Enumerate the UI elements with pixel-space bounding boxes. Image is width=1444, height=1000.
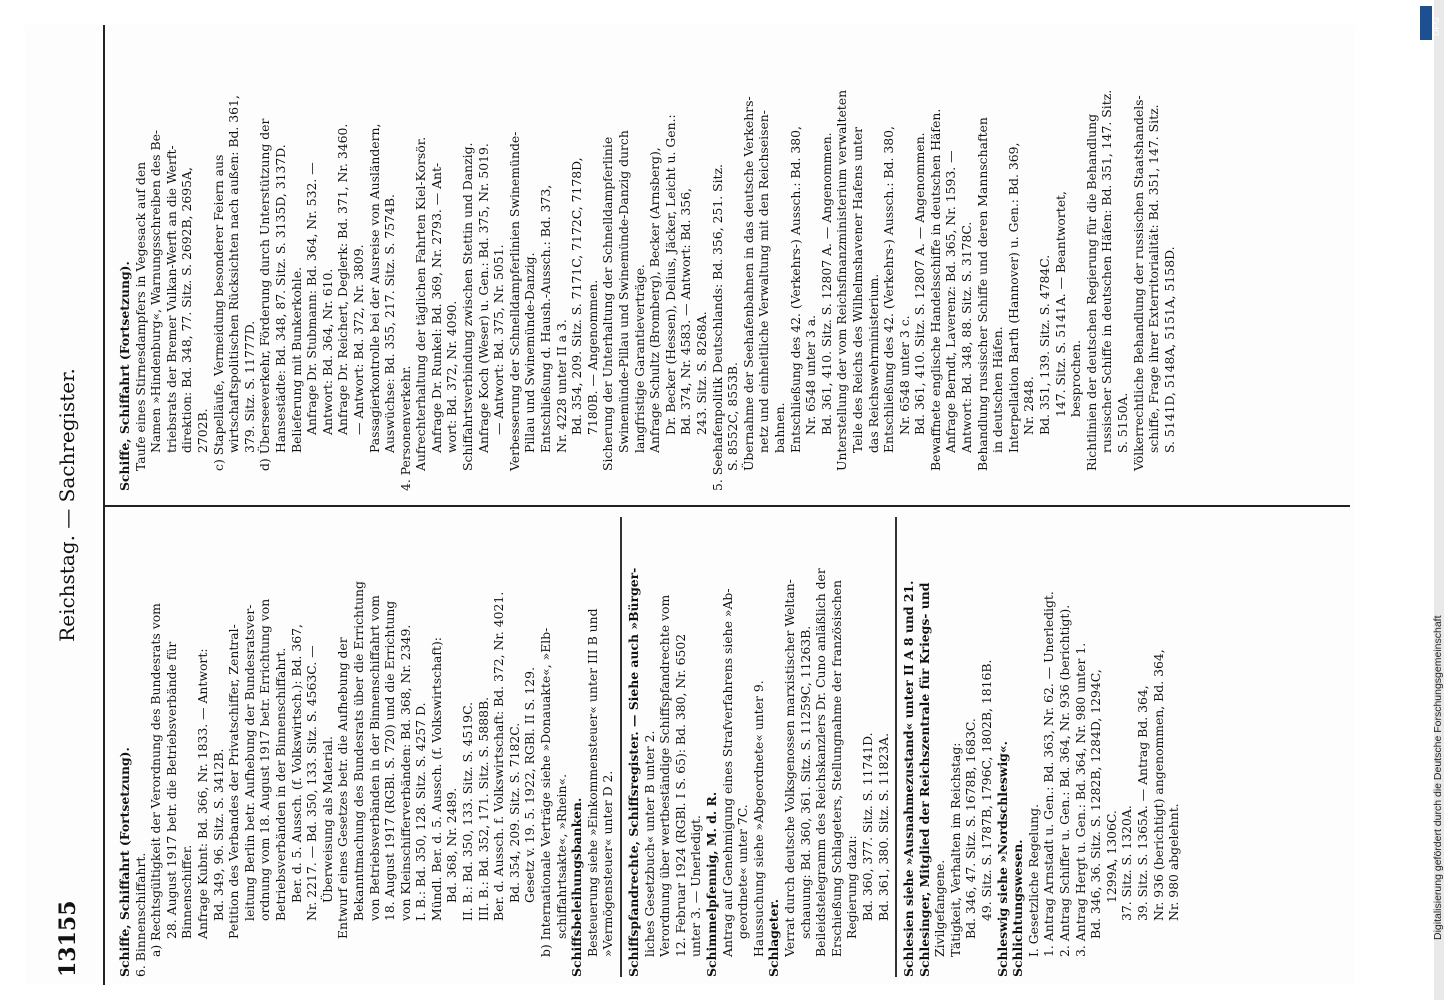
entry-line: Völkerrechtliche Behandlung der russischen Staatshandels- <box>1130 95 1146 471</box>
entry-line: Bd. 354, 209. Sitz. S. 7171C, 7172C, 7178D, <box>569 157 585 435</box>
entry-line: 4. Personenverkehr. <box>397 365 413 491</box>
entry-line: Anfrage Kubnt: Bd. 366, Nr. 1833. — Antwort: <box>194 648 210 939</box>
entry-line: S. 5141D, 5148A, 5151A, 5158D. <box>1161 246 1177 453</box>
entry-line: direktion: Bd. 348, 77. Sitz. S. 2692B, 2695A, <box>179 167 195 453</box>
entry-line: b) Internationale Verträge siehe »Donauakte«, »Elb- <box>538 627 554 957</box>
entry-line: Nr. 980 abgelehnt. <box>1166 803 1182 921</box>
entry-line: russischer Schiffe in deutschen Häfen: Bd. 351, 147. Sitz. <box>1099 89 1115 453</box>
entry-line: Anfrage Dr. Reichert, Deglerk: Bd. 371, Nr. 3460. <box>335 123 351 435</box>
entry-line: Antwort: Bd. 364, Nr. 610. <box>319 268 335 435</box>
entry-line: Verordnung über wertbeständige Schiffspfandrechte vom <box>657 594 673 957</box>
entry-line: Entwurf eines Gesetzes betr. die Aufhebung der <box>335 637 351 939</box>
entry-heading: Schiffsbeleihungsbanken. <box>569 797 585 977</box>
entry-line: Anfrage Dr. Runkel: Bd. 369, Nr. 2793. — Ant- <box>428 162 444 453</box>
dfg-badge-text: DFG <box>1431 17 1441 36</box>
entry-heading: Schiffspfandrechte, Schiffsregister. — Siehe auch »Bürger- <box>626 567 641 977</box>
entry-line: a) Rechtsgültigkeit der Verordnung des Bundesrats vom <box>148 603 164 957</box>
entry-line: II. B.: Bd. 350, 133. Sitz. S. 4519C. <box>460 701 476 921</box>
entry-heading: Schiffe, Schiffahrt (Fortsetzung). <box>117 747 132 977</box>
entry-line: Bd. 346, 36. Sitz. S. 1282B, 1284D, 1294C, <box>1088 669 1104 939</box>
entry-line: 12. Februar 1924 (RGBl. I S. 65): Bd. 380, Nr. 6502 <box>672 633 688 957</box>
credit-text: Digitalisierung gefördert durch die Deutsche Forschungsgemeinschaft <box>1432 615 1444 940</box>
section-rule <box>620 517 622 977</box>
entry-line: von Kleinschifferverbänden: Bd. 368, Nr. 2349. <box>397 624 413 921</box>
entry-line: 1299A, 1306C. <box>1103 810 1119 903</box>
entry-line: Bd. 368, Nr. 2489. <box>444 787 460 903</box>
entry-line: 243. Sitz. S. 8268A. <box>693 311 709 435</box>
entry-line: von Betriebsverbänden in der Binnenschiffahrt vom <box>366 595 382 921</box>
entry-line: 28. August 1917 betr. die Betriebsverbände für <box>163 641 179 939</box>
entry-heading: Schlageter. <box>766 898 782 977</box>
entry-line: — Antwort: Bd. 375, Nr. 5051. <box>491 244 507 435</box>
entry-line: »Vermögensteuer« unter D 2. <box>600 770 616 957</box>
entry-line: Nr. 4228 unter II a 3. <box>553 319 569 453</box>
entry-line: c) Stapelläufe, Vermeidung besonderer Feiern aus <box>210 154 226 471</box>
entry-line: 18. August 1917 (RGBl. S. 720) und die Errichtung <box>382 600 398 921</box>
entry-line: wirtschaftspolitischen Rücksichten nach außen: Bd. 361, <box>226 95 242 453</box>
left-column <box>117 517 1182 977</box>
entry-heading: Schiffe, Schiffahrt (Fortsetzung). <box>117 261 132 491</box>
entry-line: Zivilgefangene. <box>932 859 948 957</box>
entry-line: Bd. 374, Nr. 4583. — Antwort: Bd. 356, <box>678 188 694 435</box>
entry-line: — Antwort: Bd. 372, Nr. 3809. <box>350 244 366 435</box>
entry-line: 147. Sitz. S. 5141A. — Beantwortet, <box>1052 191 1068 417</box>
entry-line: 7180B. — Angenommen. <box>584 279 600 435</box>
entry-line: Belieferung mit Bunkerkohle. <box>288 266 304 453</box>
entry-line: Bd. 361, 410. Sitz. S. 12807 A. — Angenommen. <box>912 132 928 435</box>
running-title: Reichstag. — Sachregister. <box>55 368 79 642</box>
entry-line: Bd. 361, 410. Sitz. S. 12807 A. — Angenommen. <box>818 132 834 435</box>
entry-line: 39. Sitz. S. 1365A. — Antrag Bd. 364, <box>1135 685 1150 921</box>
right-column <box>117 31 1177 491</box>
entry-line: Bewaffnete englische Handelsschiffe in deutschen Häfen. <box>927 108 943 471</box>
entry-line: Verrat durch deutsche Volksgenossen marxistischer Weltan- <box>781 579 797 957</box>
entry-line: Entschließung d. Haush.-Aussch.: Bd. 373, <box>538 184 554 453</box>
entry-line: 3. Antrag Hergt u. Gen.: Bd. 364, Nr. 980 unter 1. <box>1072 642 1088 957</box>
entry-line: in deutschen Häfen. <box>990 326 1006 453</box>
entry-line: Mündl. Ber. d. 5. Aussch. (f. Volkswirtschaft): <box>428 637 444 921</box>
digitization-credit <box>1419 60 1444 940</box>
column-divider <box>105 505 1350 507</box>
entry-line: S. 8552C, 8553B. <box>725 362 741 471</box>
entry-line: Bd. 360, 377. Sitz. S. 11741D. <box>859 732 875 921</box>
section-rule <box>895 517 897 977</box>
entry-line: Überweisung als Material. <box>319 736 335 903</box>
entry-heading: Schlesien siehe »Ausnahmezustand« unter II A 8 und 21. <box>901 580 917 977</box>
entry-line: 2702B. <box>194 408 210 453</box>
entry-line: besprochen. <box>1068 339 1084 417</box>
entry-line: Antrag auf Genehmigung eines Strafverfahrens siehe »Ab- <box>719 588 735 957</box>
entry-line: Teile des Reichs des Wilhelmshavener Hafens unter <box>849 126 865 453</box>
entry-line: Bekanntmachung des Bundesrats über die Errichtung <box>350 581 366 921</box>
entry-line: Erschießung Schlageters, Stellungnahme der französischen <box>828 579 844 957</box>
entry-line: Sicherung der Unterhaltung der Schnelldampferlinie <box>600 136 616 471</box>
entry-line: 6. Binnenschiffahrt. <box>132 852 148 977</box>
entry-line: Regierung dazu: <box>844 835 860 939</box>
entry-line: ordnung vom 18. August 1917 betr. Errichtung von <box>257 598 273 921</box>
entry-heading: Schimmelpfennig, M. d. R. <box>703 791 719 977</box>
entry-line: Passagierkontrolle bei der Ausreise von Ausländern, <box>366 123 382 453</box>
entry-line: Anfrage Dr. Stubmann: Bd. 364, Nr. 532. — <box>304 162 320 435</box>
entry-line: Aufrechterhaltung der täglichen Fahrten Kiel-Korsör. <box>413 136 429 471</box>
entry-line: Bd. 351, 139. Sitz. S. 4784C. <box>1037 254 1053 435</box>
entry-line: liches Gesetzbuch« unter B unter 2. <box>641 730 657 957</box>
entry-line: netz und einheitliche Verwaltung mit den Reichseisen- <box>756 110 772 453</box>
dfg-logo <box>1420 6 1441 40</box>
entry-line: Betriebsverbänden in der Binnenschiffahrt. <box>272 647 288 921</box>
entry-line: Petition des Verbandes der Privatschiffer, Zentral- <box>226 624 242 939</box>
entry-line: schauung: Bd. 360, 361. Sitz. S. 11259C, 11263B. <box>797 625 813 939</box>
entry-line: Antwort: Bd. 348, 88. Sitz. S. 3178C. <box>959 221 975 453</box>
entry-line: Ber. d. Aussch. f. Volkswirtschaft: Bd. 372, Nr. 4021. <box>491 591 507 921</box>
entry-line: Behandlung russischer Schiffe und deren Mannschaften <box>974 117 990 471</box>
entry-line: d) Überseeverkehr, Förderung durch Unterstützung der <box>257 118 273 471</box>
entry-line: Hansestädte: Bd. 348, 87. Sitz. S. 3135D, 3137D. <box>272 144 288 453</box>
entry-line: Entschließung des 42. (Verkehrs-) Aussch.: Bd. 380, <box>787 126 803 453</box>
entry-line: Nr. 6548 unter 3 a. <box>803 314 819 435</box>
entry-line: Bd. 346, 47. Sitz. S. 1678B, 1683C. <box>963 718 979 939</box>
entry-line: Schiffahrtsverbindung zwischen Stettin und Danzig. <box>460 142 476 471</box>
entry-line: Beileidstelegramm des Reichskanzlers Dr. Cuno anläßlich der <box>813 568 829 957</box>
entry-line: wort: Bd. 372, Nr. 4090. <box>444 300 460 453</box>
entry-line: 1. Antrag Arnstadt u. Gen.: Bd. 363, Nr. 62. — Unerledigt. <box>1041 591 1057 957</box>
entry-heading: Schlesinger, Mitglied der Reichszentrale für Kriegs- und <box>916 582 932 977</box>
entry-line: Nr. 2848. <box>1021 376 1037 435</box>
entry-line: Bd. 354, 209. Sitz. S. 7182C. <box>506 722 522 903</box>
entry-line: geordnete« unter 7C. <box>735 804 751 939</box>
entry-line: leitung Berlin betr. Aufhebung der Bundesratsver- <box>241 604 257 921</box>
entry-heading: Schleswig siehe »Nordschleswig«. <box>994 741 1010 977</box>
page-number: 13155 <box>55 900 81 977</box>
entry-line: S. 5150A. <box>1115 392 1130 453</box>
entry-line: Anfrage Schultz (Bromberg), Becker (Arnsberg), <box>647 147 663 453</box>
entry-line: Anfrage Berndt, Laverenz: Bd. 365, Nr. 1593. — <box>943 150 959 453</box>
entry-line: Anfrage Koch (Weser) u. Gen.: Bd. 375, Nr. 5019. <box>475 143 491 453</box>
entry-line: I. Gesetzliche Regelung. <box>1025 803 1041 957</box>
entry-line: 379. Sitz. S. 11777D. <box>241 320 257 453</box>
entry-line: das Reichswehrministerium. <box>865 273 881 453</box>
entry-line: Pillau und Swinemünde-Danzig. <box>522 252 538 453</box>
entry-line: Swinemünde-Pillau und Swinemünde-Danzig durch <box>616 130 631 453</box>
entry-line: Bd. 361, 380. Sitz. S. 11823A. <box>875 732 891 921</box>
entry-line: bahnen. <box>771 402 787 453</box>
entry-line: Namen »Hindenburg«, Warnungsschreiben des Be- <box>148 129 164 453</box>
entry-line: unter 3. — Unerledigt. <box>688 815 704 957</box>
entry-line: 2. Antrag Schiffer u. Gen.: Bd. 364, Nr. 936 (berichtigt). <box>1057 604 1073 957</box>
entry-line: Entschließung des 42. (Verkehrs-) Aussch.: Bd. 380, <box>881 126 897 453</box>
entry-line: Besteuerung siehe »Einkommensteuer« unter III B und <box>584 608 600 957</box>
entry-line: Verbesserung der Schnelldampferlinien Swinemünde- <box>506 131 522 471</box>
page-header <box>25 25 95 985</box>
entry-line: Richtlinien der deutschen Regierung für die Behandlung <box>1083 114 1099 471</box>
entry-line: Taufe eines Stirnesdampfers in Vegesack auf den <box>132 161 148 471</box>
entry-line: schiffe, Frage ihrer Exterritorialität: Bd. 351, 147. Sitz. <box>1146 104 1162 453</box>
entry-line: 49. Sitz. S. 1787B, 1796C, 1802B, 1816B. <box>979 659 995 921</box>
entry-line: Gesetz v. 19. 5. 1922, RGBl. II S. 129. <box>522 666 538 903</box>
entry-line: Dr. Becker (Hessen), Delius, Jäcker, Leicht u. Gen.: <box>662 114 678 435</box>
entry-line: Tätigkeit, Verhalten im Reichstag: <box>947 742 963 957</box>
entry-line: I. B.: Bd. 350, 128. Sitz. S. 4257 D. <box>413 702 429 921</box>
entry-line: Übernahme der Seehafenbahnen in das deutsche Verkehrs- <box>740 96 756 471</box>
entry-heading: Schlichtungswesen. <box>1010 839 1026 977</box>
entry-line: Nr. 2217. — Bd. 350, 133. Sitz. S. 4563C. — <box>304 645 320 921</box>
entry-line: 5. Seehafenpolitik Deutschlands: Bd. 356, 251. Sitz. <box>709 164 725 491</box>
entry-line: langfristige Garantieverträge. <box>631 264 647 453</box>
entry-line: Interpellation Barth (Hannover) u. Gen.: Bd. 369, <box>1005 142 1021 453</box>
entry-line: Nr. 6548 unter 3 c. <box>896 315 912 435</box>
entry-line: triebsrats der Bremer Vulkan-Werft an die Werft- <box>163 145 179 453</box>
entry-line: schiffahrtsakte«, »Rhein«. <box>553 773 569 939</box>
rotated-register-page <box>25 25 1355 985</box>
entry-line: 37. Sitz. S. 1320A. <box>1119 805 1135 921</box>
entry-line: III. B.: Bd. 352, 171. Sitz. S. 5888B. <box>475 696 491 921</box>
entry-line: Binnenschiffer. <box>179 844 195 939</box>
entry-line: Auswüchse: Bd. 355, 217. Sitz. S. 7574B. <box>382 194 398 453</box>
entry-line: Unterstellung der vom Reichsfinanzministerium verwalteten <box>834 89 850 471</box>
entry-line: Nr. 936 (berichtigt) angenommen, Bd. 364, <box>1150 649 1166 921</box>
entry-line: Bd. 349, 96. Sitz. S. 3412B. <box>210 748 226 921</box>
entry-line: Ber. d. 5. Aussch. (f. Volkswirtsch.): Bd. 367, <box>288 624 304 903</box>
entry-line: Haussuchung siehe »Abgeordnete« unter 9. <box>750 680 766 957</box>
